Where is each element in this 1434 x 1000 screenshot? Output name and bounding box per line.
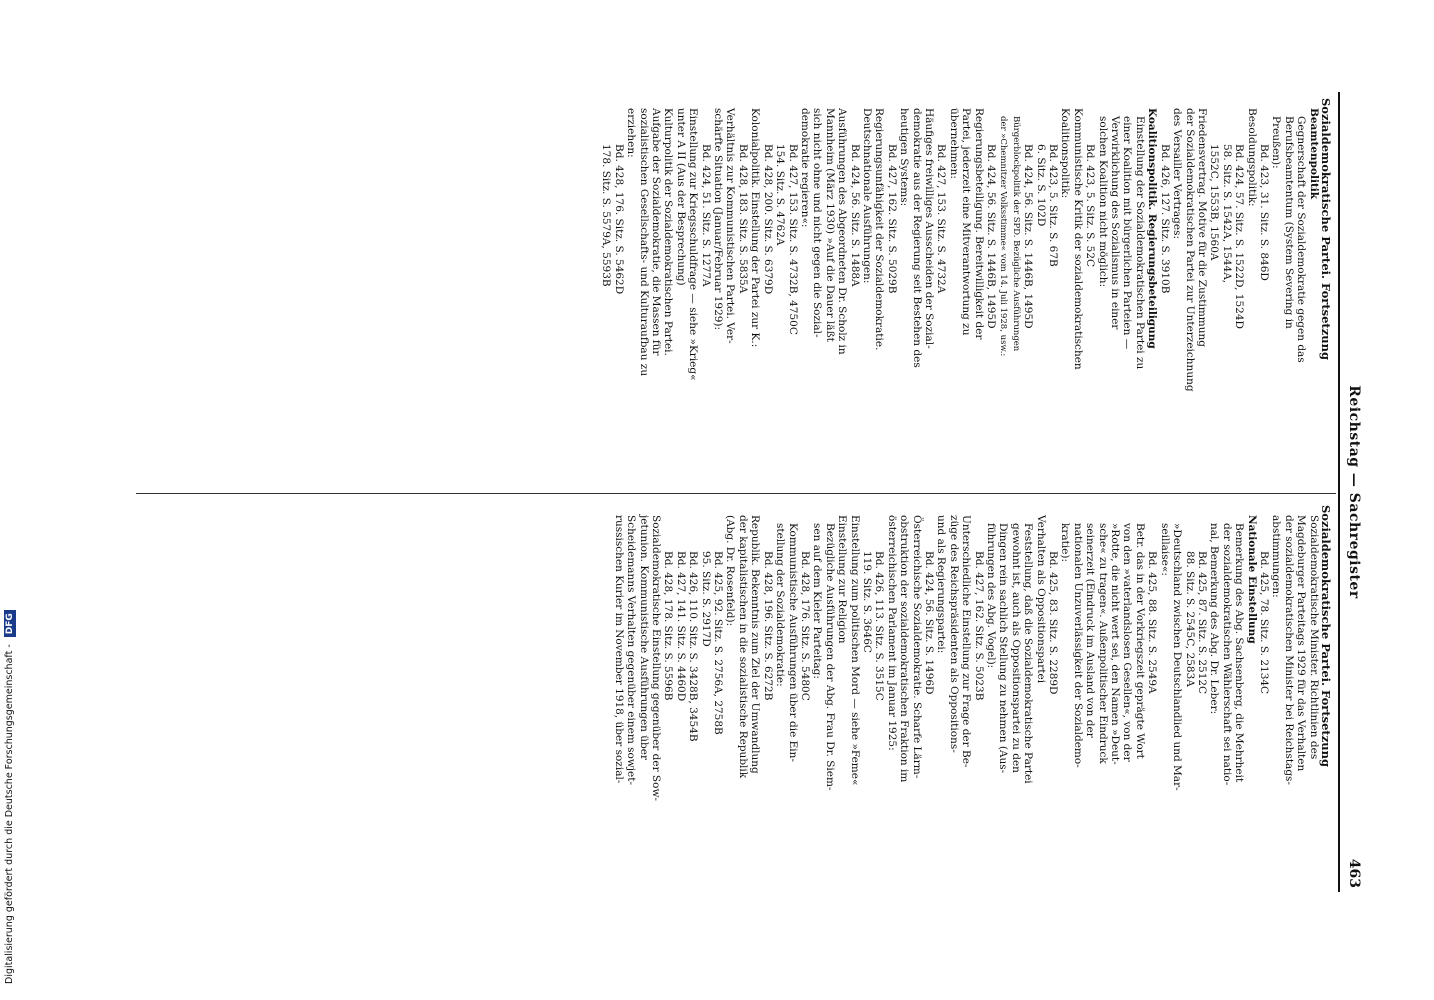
- right-column-line: Bd. 426, 110. Sitz. S. 3428B, 3454B: [687, 551, 700, 742]
- right-column-line: 119. Sitz. S. 3646C: [860, 551, 873, 653]
- running-title: Reichstag — Sachregister: [1346, 385, 1362, 599]
- left-column-line: unter A II (Aus der Besprechung): [674, 108, 687, 286]
- digitization-credit: [2, 0, 18, 992]
- right-column-line: der kapitalistischen in die sozialistische Republik: [736, 515, 749, 779]
- left-column-line: Aufgabe der Sozialdemokratie, die Massen für: [650, 108, 663, 356]
- right-column-line: Dingen rein sachlich Stellung zu nehmen (Aus-: [997, 523, 1010, 774]
- right-column: [612, 505, 1332, 890]
- left-column-line: der Sozialdemokratischen Partei zur Unterzeichnung: [1183, 108, 1196, 392]
- right-column-line: Betr. das in der Vorkriegszeit geprägte Wort: [1133, 523, 1146, 759]
- right-column-line: Verhalten als Oppositionspartei: [1034, 515, 1047, 684]
- document-page: [122, 92, 1362, 892]
- right-column-line: Bd. 428, 178. Sitz. S. 5596B: [662, 551, 675, 701]
- left-column-line: Kolonialpolitik. Einstellung der Partei zur K.:: [749, 108, 762, 348]
- right-column-line: von den »vaterlandslosen Gesellen«, von der: [1121, 523, 1134, 762]
- left-column-line: 1552C, 1553B, 1560A: [1208, 144, 1221, 261]
- right-column-line: nal, Bemerkung des Abg. Dr. Leber:: [1208, 523, 1221, 715]
- right-column-line: Nationale Einstellung: [1245, 515, 1258, 644]
- right-column-line: sen auf dem Kieler Parteitag:: [811, 523, 824, 679]
- left-column-line: solchen Koalition nicht möglich:: [1096, 116, 1109, 288]
- left-column-line: Mannheim (März 1930) »Auf die Dauer läßt: [823, 108, 836, 342]
- left-column-line: sozialistischen Gesellschafts- und Kulturaufbau zu: [637, 108, 650, 377]
- right-column-line: Kommunistische Ausführungen über die Ein-: [786, 523, 799, 762]
- right-column-line: gewohnt ist, auch als Oppositionspartei zu den: [1009, 523, 1022, 773]
- right-column-line: Einstellung zur Religion: [836, 515, 849, 644]
- right-column-line: seinerzeit (Eindruck im Ausland von der: [1084, 523, 1097, 738]
- right-column-line: »Rotte, die nicht wert sei, den Namen »Deut-: [1109, 523, 1122, 765]
- left-column-line: 58. Sitz. S. 1542A, 1544A,: [1220, 144, 1233, 284]
- right-column-line: der sozialdemokratischen Minister bei Reichstags-: [1282, 515, 1295, 785]
- left-column-line: Bd. 424, 56. Sitz. S. 1446B, 1495D: [985, 144, 998, 329]
- right-column-line: Bd. 427, 162. Sitz. S. 5023B: [972, 551, 985, 701]
- right-column-line: russischen Kurier im November 1918, über sozial-: [612, 515, 625, 784]
- right-column-line: und als Regierungspartei:: [935, 515, 948, 654]
- left-column-line: Bd. 423, 31. Sitz. S. 846D: [1257, 144, 1270, 281]
- left-column-line: Sozialdemokratische Partei. Fortsetzung: [1319, 98, 1333, 361]
- left-column-line: Häufiges freiwilliges Ausscheiden der Sozial-: [923, 108, 935, 349]
- left-column-line: Einstellung zur Kriegsschuldfrage — siehe »Krieg«: [687, 108, 700, 381]
- left-column-line: Regierungsbeteiligung. Bereitwilligkeit der: [972, 108, 985, 340]
- right-column-line: Republik. Bekenntnis zum Ziel der Umwandlung: [749, 515, 762, 774]
- header-rule: [1338, 92, 1340, 892]
- left-column-line: Gegnerschaft der Sozialdemokratie gegen das: [1295, 116, 1308, 363]
- left-column: [600, 98, 1332, 483]
- left-column-line: Bd. 424, 57. Sitz. S. 1522D, 1524D: [1233, 144, 1246, 329]
- right-column-line: Feststellung, daß die Sozialdemokratische Partei: [1022, 523, 1035, 784]
- right-column-line: österreichischen Parlament im Januar 1925:: [885, 515, 898, 751]
- left-column-line: Kulturpolitik der Sozialdemokratischen Partei.: [662, 108, 675, 356]
- right-column-line: Magdeburger Parteitags 1929 für das Verhalten: [1295, 515, 1308, 772]
- right-column-line: kratie):: [1059, 523, 1072, 563]
- left-column-line: Bd. 428, 200. Sitz. S. 6379D: [761, 144, 774, 295]
- right-column-line: nationalen Unzuverlässigkeit der Sozialdemo-: [1071, 523, 1084, 768]
- left-column-line: schärfte Situation (Januar/Februar 1929):: [712, 108, 725, 331]
- left-column-line: Bürgerblockpolitik der SPD. Bezügliche Ausführungen: [1010, 116, 1021, 352]
- left-column-line: Bd. 427, 162. Sitz. S. 5029B: [885, 144, 898, 294]
- right-column-line: Bd. 428, 196. Sitz. S. 6272B: [761, 551, 774, 701]
- left-column-line: Bd. 424, 56. Sitz. S. 1446B, 1495D: [1022, 144, 1035, 329]
- right-column-line: Bezügliche Ausführungen der Abg. Frau Dr. Siem-: [823, 523, 836, 791]
- right-column-line: Bd. 425, 88. Sitz. S. 2549A: [1146, 551, 1159, 694]
- right-column-line: Sozialdemokratische Minister. Richtlinien des: [1307, 515, 1320, 760]
- left-column-line: Bd. 423, 5. Sitz. S. 67B: [1047, 144, 1060, 267]
- right-column-line: Bd. 428, 176. Sitz. S. 5480C: [798, 551, 811, 701]
- page-number: 463: [1346, 858, 1362, 888]
- right-column-line: jetunion. Kommunistische Ausführungen über: [637, 515, 650, 761]
- right-column-line: Unterschiedliche Einstellung zur Frage der Be-: [960, 515, 973, 768]
- right-column-line: Scheidemanns Verhalten gegenüber einem sowjet-: [625, 515, 638, 786]
- left-column-line: Bd. 423, 5. Sitz. S. 52C: [1084, 144, 1097, 268]
- right-column-line: (Abg. Dr. Rosenfeld):: [724, 515, 737, 627]
- right-column-line: Bd. 425, 78. Sitz. S. 2134C: [1257, 551, 1270, 695]
- right-column-line: Bd. 425, 87. Sitz. S. 2512C: [1195, 551, 1208, 695]
- right-column-line: 88. Sitz. S. 2545C, 2583A: [1183, 551, 1196, 687]
- left-column-line: Bd. 428, 176. Sitz. S. 5462D: [612, 144, 625, 295]
- left-column-line: Regierungsunfähigkeit der Sozialdemokratie.: [873, 108, 886, 351]
- right-column-line: führungen des Abg. Vogel):: [985, 523, 998, 669]
- left-column-line: 178. Sitz. S. 5579A, 5593B: [600, 144, 613, 287]
- left-column-line: Partei, jederzeit eine Mitverantwortung zu: [960, 108, 973, 336]
- right-column-line: sche« zu tragen«. Außenpolitischer Eindruck: [1096, 523, 1109, 764]
- right-column-line: abstimmungen:: [1270, 515, 1283, 598]
- left-column-line: Koalitionspolitik:: [1059, 108, 1072, 199]
- left-column-line: Ausführungen des Abgeordneten Dr. Scholz in: [836, 108, 849, 355]
- page-header: [1340, 92, 1362, 892]
- credit-text: Digitalisierung gefördert durch die Deutsche Forschungsgemeinschaft -: [4, 644, 15, 984]
- right-column-line: Bd. 425, 83. Sitz. S. 2289D: [1047, 551, 1060, 695]
- left-column-line: sich nicht ohne und nicht gegen die Sozial-: [811, 108, 824, 338]
- left-column-line: 154. Sitz. S. 4762A: [774, 144, 787, 246]
- right-column-line: »Deutschland zwischen Deutschlandlied und Mar-: [1171, 523, 1184, 791]
- right-column-line: stellung der Sozialdemokratie:: [774, 523, 787, 687]
- right-column-line: züge des Reichspräsidenten als Oppositions-: [947, 515, 960, 753]
- left-column-line: Beamtenpolitik: [1307, 108, 1320, 200]
- right-column-line: obstruktion der sozialdemokratischen Fraktion im: [898, 515, 911, 783]
- right-column-line: Bemerkung des Abg. Sachsenberg, die Mehrheit: [1233, 523, 1246, 783]
- left-column-line: Koalitionspolitik. Regierungsbeteiligung: [1146, 108, 1159, 349]
- left-column-line: übernehmen:: [947, 108, 960, 179]
- left-column-line: Besoldungspolitik:: [1245, 108, 1258, 207]
- dfg-logo: DFG: [4, 610, 16, 637]
- left-column-line: demokratie aus der Regierung seit Bestehen des: [910, 108, 923, 368]
- left-column-line: Deutschnationale Ausführungen:: [860, 108, 873, 284]
- right-column-line: Sozialdemokratische Einstellung gegenüber der Sow-: [650, 515, 663, 801]
- left-column-line: Bd. 424, 56. Sitz. S. 1488A: [848, 144, 861, 287]
- left-column-line: Bd. 427, 153. Sitz. S. 4732A: [935, 144, 948, 294]
- right-column-line: Bd. 424, 56. Sitz. S. 1496D: [923, 551, 935, 695]
- column-divider: [136, 493, 1336, 494]
- left-column-line: Verhältnis zur Kommunistischen Partei. Ver-: [724, 108, 737, 344]
- right-column-line: der sozialdemokratischen Wählerschaft sei natio-: [1220, 523, 1233, 786]
- right-column-line: Bd. 426, 113. Sitz. S. 3515C: [873, 551, 886, 701]
- left-column-line: erziehen:: [625, 108, 638, 158]
- left-column-line: des Versailler Vertrages:: [1171, 108, 1184, 240]
- left-column-line: einer Koalition mit bürgerlichen Parteien —: [1121, 116, 1134, 350]
- left-column-line: heutigen Systems:: [898, 108, 911, 207]
- right-column-line: 95. Sitz. S. 2917D: [699, 551, 712, 647]
- right-column-line: seillaise«:: [1158, 523, 1171, 576]
- left-column-line: Bd. 426, 127. Sitz. S. 3910B: [1158, 144, 1171, 294]
- left-column-line: 6. Sitz. S. 102D: [1034, 144, 1047, 227]
- left-column-line: demokratie regieren«:: [798, 108, 811, 228]
- left-column-line: Verwirklichung des Sozialismus in einer: [1109, 116, 1122, 330]
- left-column-line: der »Chemnitzer Volksstimme« vom 14. Juli 1928, usw.:: [998, 116, 1009, 357]
- left-column-line: Friedensvertrag. Motive für die Zustimmung: [1195, 108, 1208, 347]
- right-column-line: Einstellung zum politischen Mord — siehe »Feme«: [848, 515, 861, 786]
- left-column-line: Bd. 424, 51. Sitz. S. 1277A: [699, 144, 712, 287]
- left-column-line: Kommunistische Kritik der sozialdemokratischen: [1071, 108, 1084, 370]
- left-column-line: Preußen):: [1270, 116, 1283, 169]
- right-column-line: Sozialdemokratische Partei. Fortsetzung: [1319, 505, 1333, 768]
- right-column-line: Bd. 425, 92. Sitz. S. 2756A, 2758B: [712, 551, 725, 735]
- left-column-line: Bd. 427, 153. Sitz. S. 4732B, 4750C: [786, 144, 799, 335]
- left-column-line: Berufsbeamtentum (System Severing in: [1282, 116, 1295, 329]
- right-column-line: Österreichische Sozialdemokratie. Scharfe Lärm-: [910, 515, 923, 779]
- left-column-line: Bd. 428, 183. Sitz. S. 5835A: [736, 144, 749, 294]
- right-column-line: Bd. 427, 141. Sitz. S. 4460D: [674, 551, 687, 702]
- left-column-line: Einstellung der Sozialdemokratischen Partei zu: [1133, 116, 1146, 370]
